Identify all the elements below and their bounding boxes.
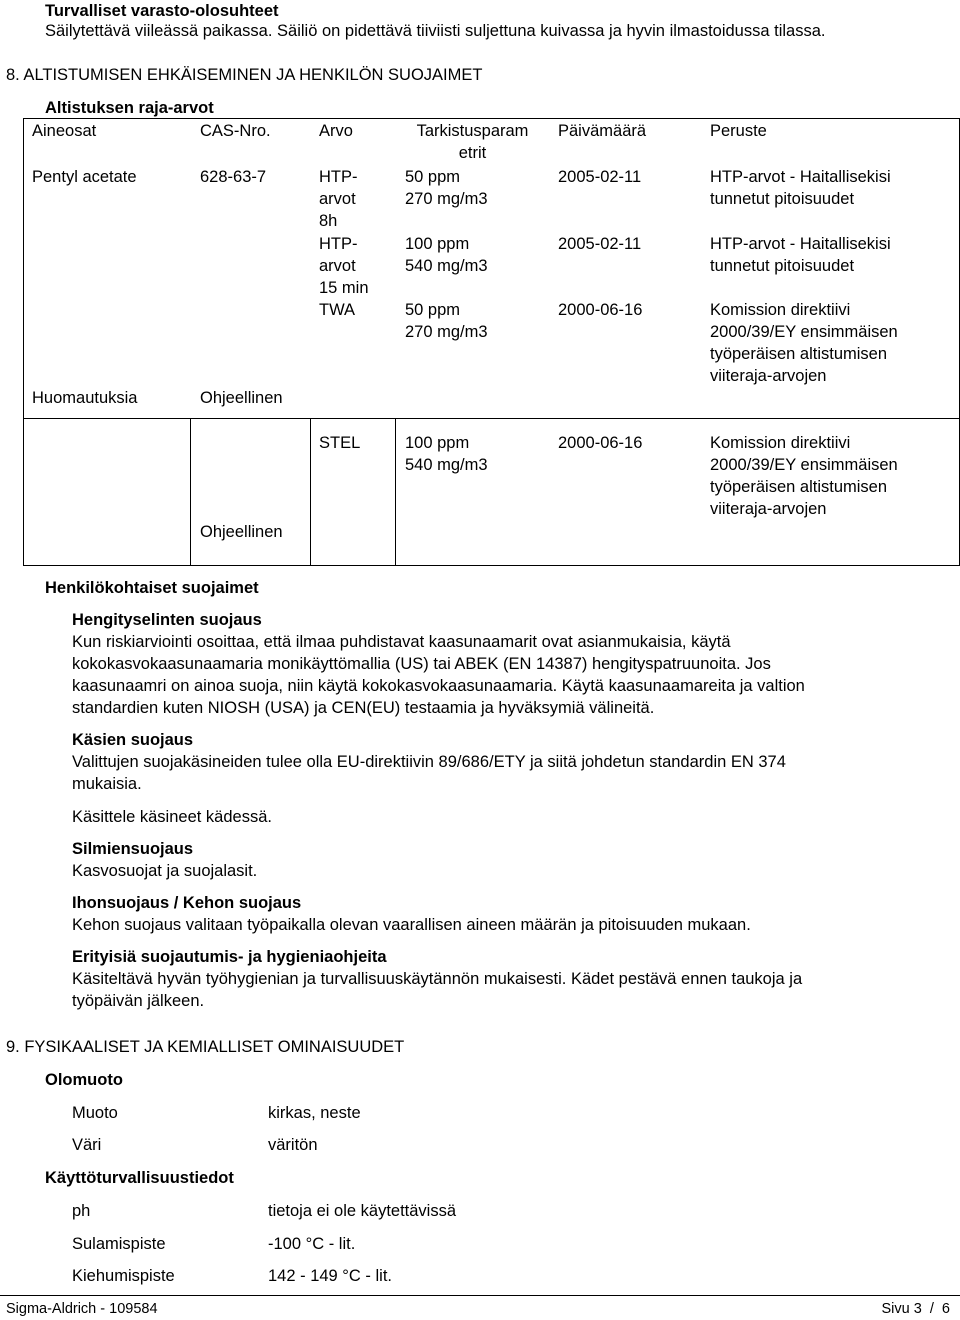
basis-line: HTP-arvot - Haitallisekisi bbox=[710, 168, 891, 186]
value-line: arvot bbox=[319, 190, 356, 208]
respiratory-text: kokokasvokaasunaamaria monikäyttömallia (US) tai ABEK (EN 14387) hengityspatruunoita. Jos bbox=[72, 655, 771, 673]
remark-1: Ohjeellinen bbox=[200, 389, 283, 407]
table-border-left bbox=[23, 118, 24, 566]
footer-page: Sivu 3 / 6 bbox=[881, 1301, 950, 1317]
header-control-params bbox=[405, 120, 540, 164]
footer-source: Sigma-Aldrich - 109584 bbox=[6, 1301, 158, 1317]
basis-line: työperäisen altistumisen bbox=[710, 345, 888, 363]
limits-title: Altistuksen raja-arvot bbox=[45, 99, 214, 117]
basis-line: HTP-arvot - Haitallisekisi bbox=[710, 235, 891, 253]
skin-text: Kehon suojaus valitaan työpaikalla olevan vaarallisen aineen määrän ja pitoisuuden mukaan. bbox=[72, 916, 751, 934]
header-control-line: Tarkistusparam bbox=[416, 122, 529, 140]
cell-basis bbox=[710, 233, 891, 277]
footer-divider bbox=[0, 1295, 960, 1296]
ppe-title: Henkilökohtaiset suojaimet bbox=[45, 579, 259, 597]
value-line: 8h bbox=[319, 212, 338, 230]
value-line: HTP- bbox=[319, 168, 358, 186]
color-label: Väri bbox=[72, 1136, 102, 1154]
params-line: 540 mg/m3 bbox=[405, 257, 488, 275]
basis-line: tunnetut pitoisuudet bbox=[710, 257, 855, 275]
cell-date: 2000-06-16 bbox=[558, 434, 643, 452]
eye-text: Kasvosuojat ja suojalasit. bbox=[72, 862, 258, 880]
hand-text: Valittujen suojakäsineiden tulee olla EU-direktiivin 89/686/ETY ja siitä johdetun standardin EN 374 bbox=[72, 753, 786, 771]
value-line: STEL bbox=[319, 434, 361, 452]
table-col-divider bbox=[310, 418, 311, 566]
form-label: Muoto bbox=[72, 1104, 118, 1122]
params-line: 270 mg/m3 bbox=[405, 190, 488, 208]
cell-date: 2005-02-11 bbox=[558, 235, 642, 253]
cell-basis bbox=[710, 166, 891, 210]
section-8-heading: 8. ALTISTUMISEN EHKÄISEMINEN JA HENKILÖN SUOJAIMET bbox=[6, 66, 483, 84]
basis-line: viiteraja-arvojen bbox=[710, 367, 827, 385]
cell-cas: 628-63-7 bbox=[200, 168, 267, 186]
cell-value bbox=[319, 432, 360, 454]
basis-line: tunnetut pitoisuudet bbox=[710, 190, 855, 208]
basis-line: Komission direktiivi bbox=[710, 301, 851, 319]
hygiene-text: Käsiteltävä hyvän työhygienian ja turvallisuuskäytännön mukaisesti. Kädet pestävä ennen taukoja ja bbox=[72, 970, 803, 988]
hygiene-title: Erityisiä suojautumis- ja hygieniaohjeita bbox=[72, 948, 387, 966]
basis-line: Komission direktiivi bbox=[710, 434, 851, 452]
cell-ingredient: Pentyl acetate bbox=[32, 168, 137, 186]
ph-label: ph bbox=[72, 1202, 91, 1220]
cell-params bbox=[405, 432, 488, 476]
header-control-line: etrit bbox=[458, 144, 487, 162]
hand-extra: Käsittele käsineet kädessä. bbox=[72, 808, 272, 826]
params-line: 50 ppm bbox=[405, 301, 461, 319]
table-row-divider bbox=[23, 418, 960, 419]
basis-line: viiteraja-arvojen bbox=[710, 500, 827, 518]
cell-basis bbox=[710, 432, 898, 520]
storage-title: Turvalliset varasto-olosuhteet bbox=[45, 2, 279, 20]
value-line: TWA bbox=[319, 301, 356, 319]
cell-value bbox=[319, 299, 355, 321]
section-9-heading: 9. FYSIKAALISET JA KEMIALLISET OMINAISUUDET bbox=[6, 1038, 405, 1056]
ph-value: tietoja ei ole käytettävissä bbox=[268, 1202, 457, 1220]
hygiene-text: työpäivän jälkeen. bbox=[72, 992, 205, 1010]
respiratory-text: standardien kuten NIOSH (USA) ja CEN(EU) testaamia ja hyväksymiä välineitä. bbox=[72, 699, 655, 717]
remarks-label: Huomautuksia bbox=[32, 389, 138, 407]
respiratory-text: Kun riskiarviointi osoittaa, että ilmaa puhdistavat kaasunaamarit ovat asianmukaisia, käytä bbox=[72, 633, 731, 651]
params-line: 270 mg/m3 bbox=[405, 323, 488, 341]
boiling-value: 142 - 149 °C - lit. bbox=[268, 1267, 392, 1285]
params-line: 100 ppm bbox=[405, 235, 470, 253]
hand-text: mukaisia. bbox=[72, 775, 142, 793]
header-ingredient: Aineosat bbox=[32, 122, 97, 140]
eye-title: Silmiensuojaus bbox=[72, 840, 194, 858]
remark-2: Ohjeellinen bbox=[200, 523, 283, 541]
safety-title: Käyttöturvallisuustiedot bbox=[45, 1169, 234, 1187]
respiratory-text: kaasunaamri on ainoa suoja, niin käytä kokokasvokaasunaamaria. Käytä kaasunaamareita ja valtion bbox=[72, 677, 805, 695]
cell-date: 2000-06-16 bbox=[558, 301, 643, 319]
value-line: 15 min bbox=[319, 279, 369, 297]
params-line: 540 mg/m3 bbox=[405, 456, 488, 474]
table-border-top bbox=[23, 118, 960, 119]
basis-line: 2000/39/EY ensimmäisen bbox=[710, 323, 898, 341]
header-date: Päivämäärä bbox=[558, 122, 647, 140]
header-value: Arvo bbox=[319, 122, 353, 140]
color-value: väritön bbox=[268, 1136, 318, 1154]
value-line: HTP- bbox=[319, 235, 358, 253]
header-cas: CAS-Nro. bbox=[200, 122, 271, 140]
cell-value bbox=[319, 233, 369, 299]
basis-line: 2000/39/EY ensimmäisen bbox=[710, 456, 898, 474]
skin-title: Ihonsuojaus / Kehon suojaus bbox=[72, 894, 302, 912]
cell-params bbox=[405, 233, 488, 277]
melting-value: -100 °C - lit. bbox=[268, 1235, 356, 1253]
cell-params bbox=[405, 299, 488, 343]
table-border-bottom bbox=[23, 565, 960, 566]
appearance-title: Olomuoto bbox=[45, 1071, 123, 1089]
cell-params bbox=[405, 166, 488, 210]
params-line: 100 ppm bbox=[405, 434, 470, 452]
melting-label: Sulamispiste bbox=[72, 1235, 166, 1253]
cell-basis bbox=[710, 299, 898, 387]
cell-date: 2005-02-11 bbox=[558, 168, 642, 186]
hand-title: Käsien suojaus bbox=[72, 731, 194, 749]
boiling-label: Kiehumispiste bbox=[72, 1267, 175, 1285]
cell-value bbox=[319, 166, 358, 232]
respiratory-title: Hengityselinten suojaus bbox=[72, 611, 262, 629]
basis-line: työperäisen altistumisen bbox=[710, 478, 888, 496]
params-line: 50 ppm bbox=[405, 168, 461, 186]
table-col-divider bbox=[395, 418, 396, 566]
table-col-divider bbox=[190, 418, 191, 566]
header-basis: Peruste bbox=[710, 122, 767, 140]
storage-text: Säilytettävä viileässä paikassa. Säiliö on pidettävä tiiviisti suljettuna kuivassa ja hyvin ilmastoidussa tilassa. bbox=[45, 22, 826, 40]
form-value: kirkas, neste bbox=[268, 1104, 361, 1122]
value-line: arvot bbox=[319, 257, 356, 275]
